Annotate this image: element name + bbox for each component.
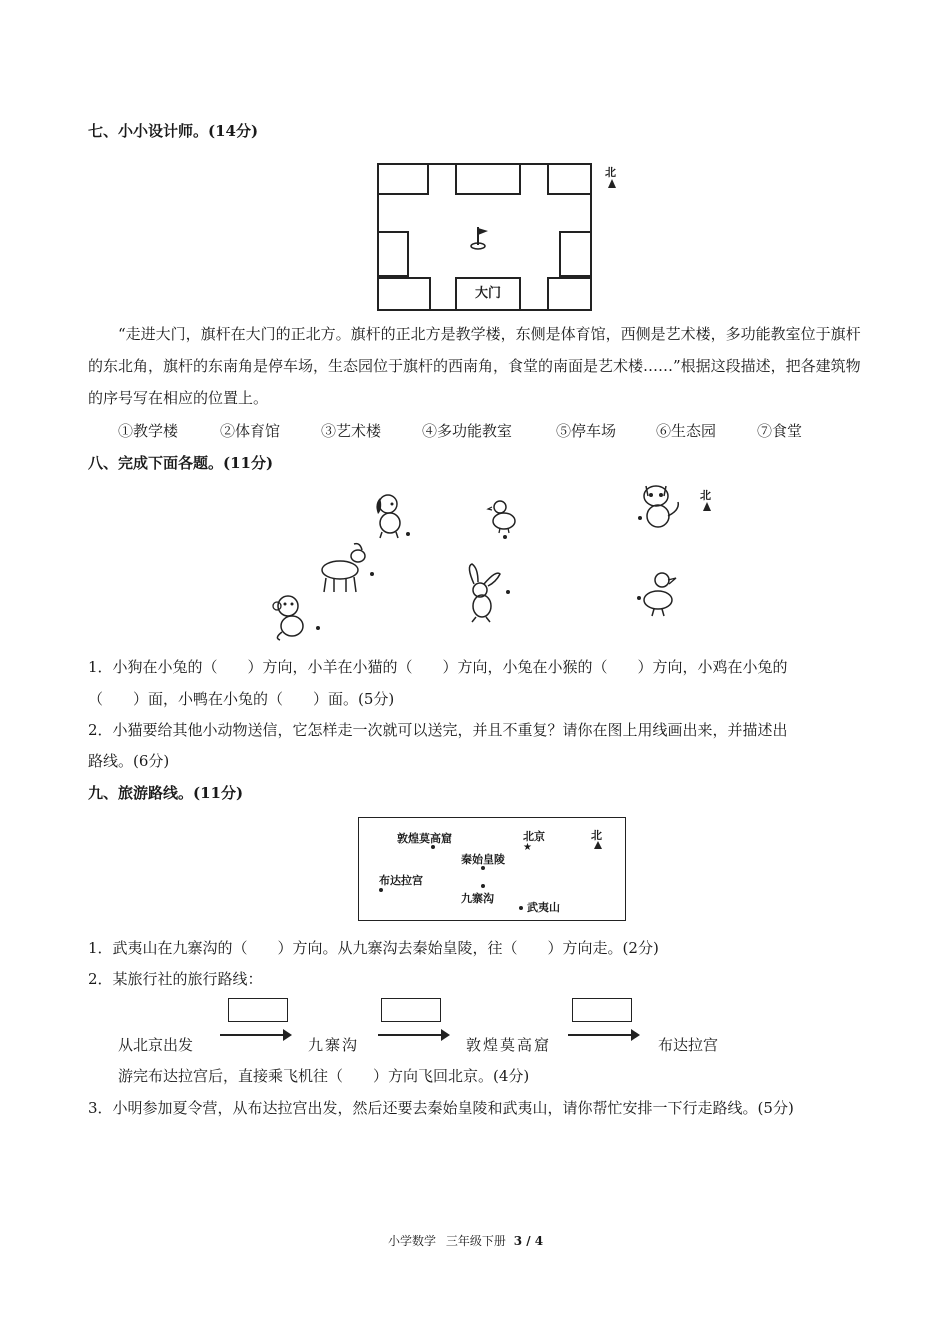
q9-2-intro: 2．某旅行社的旅行路线：: [88, 970, 263, 988]
dog-icon: [368, 490, 416, 542]
china-map: [358, 817, 626, 921]
q9-3: 3．小明参加夏令营，从布达拉宫出发，然后还要去秦始皇陵和武夷山，请你帮忙安排一下行走路线。(5分): [88, 1099, 794, 1117]
dot-wuyishan: [519, 906, 523, 910]
q8-1-line1: 1．小狗在小兔的（ ）方向，小羊在小猫的（ ）方向，小兔在小猴的（ ）方向，小鸡在小兔的: [88, 658, 788, 676]
cat-icon: [634, 480, 688, 532]
dot-jiuzhaigou: [481, 884, 485, 888]
route-answer-box-2[interactable]: [381, 998, 441, 1022]
page-footer: [388, 1232, 543, 1249]
route-answer-box-1[interactable]: [228, 998, 288, 1022]
dot-qinshihuang: [481, 866, 485, 870]
rabbit-icon: [460, 562, 516, 626]
building-option-4: ④多功能教室: [422, 422, 513, 440]
place-map-north: 北: [591, 829, 602, 842]
building-option-3: ③艺术楼: [321, 422, 382, 440]
section7-paragraph: “走进大门，旗杆在大门的正北方。旗杆的正北方是教学楼，东侧是体育馆，西侧是艺术楼，多功能教室位于旗杆的东北角，旗杆的东南角是停车场，生态园位于旗杆的西南角，食堂的南面是艺术楼……”根据这段描述，把各建筑物的序号写在相应的位置上。: [88, 325, 861, 407]
q9-2-tail: 游完布达拉宫后，直接乘飞机往（ ）方向飞回北京。(4分): [118, 1067, 530, 1085]
plot-northwest: [377, 163, 429, 195]
building-option-1: ①教学楼: [118, 422, 179, 440]
plot-northeast: [547, 163, 592, 195]
route-answer-box-3[interactable]: [572, 998, 632, 1022]
duck-icon: [634, 568, 686, 620]
building-option-7: ⑦食堂: [757, 422, 803, 440]
footer-subject: 小学数学: [388, 1234, 437, 1248]
building-option-2: ②体育馆: [220, 422, 281, 440]
animal-north-arrow-icon: [703, 502, 711, 511]
flagpole-icon: [470, 225, 494, 251]
campus-map: [377, 163, 592, 311]
animal-north-label: 北: [700, 489, 711, 502]
plot-north: [455, 163, 521, 195]
building-option-5: ⑤停车场: [556, 422, 617, 440]
place-beijing: 北京: [523, 830, 545, 843]
place-potala: 布达拉宫: [379, 874, 423, 887]
goat-icon: [314, 540, 378, 596]
dot-potala: [379, 888, 383, 892]
route-stop-2: 敦煌莫高窟: [466, 1036, 552, 1054]
dot-dunhuang: [431, 845, 435, 849]
q9-1: 1．武夷山在九寨沟的（ ）方向。从九寨沟去秦始皇陵，往（ ）方向走。(2分): [88, 939, 659, 957]
place-jiuzhaigou: 九寨沟: [461, 892, 494, 905]
route-stop-3: 布达拉宫: [658, 1036, 719, 1054]
section7-heading: 七、小小设计师。(14分): [88, 122, 259, 140]
section9-heading: 九、旅游路线。(11分): [88, 784, 244, 802]
route-arrow-3: [568, 1034, 638, 1036]
monkey-icon: [270, 592, 326, 642]
plot-southeast: [547, 277, 592, 311]
place-dunhuang: 敦煌莫高窟: [397, 832, 452, 845]
section8-heading: 八、完成下面各题。(11分): [88, 454, 274, 472]
gate-label: 大门: [455, 277, 521, 311]
footer-grade: 三年级下册: [445, 1234, 506, 1248]
star-beijing-icon: ★: [523, 842, 532, 853]
route-arrow-2: [378, 1034, 448, 1036]
place-wuyishan: 武夷山: [527, 901, 560, 914]
north-arrow-icon: [608, 179, 616, 188]
map-north-label: 北: [605, 166, 616, 179]
q8-2-line1: 2．小猫要给其他小动物送信，它怎样走一次就可以送完，并且不重复？请你在图上用线画出来，并描述出: [88, 721, 788, 739]
plot-west: [377, 231, 409, 277]
q8-1-line2: （ ）面，小鸭在小兔的（ ）面。(5分): [88, 690, 395, 708]
footer-page-number: 3 / 4: [513, 1234, 544, 1248]
map-north-arrow-icon: [594, 841, 602, 849]
place-qinshihuang: 秦始皇陵: [461, 853, 505, 866]
chick-icon: [486, 497, 522, 541]
building-option-6: ⑥生态园: [656, 422, 717, 440]
plot-southwest: [377, 277, 431, 311]
route-stop-1: 九寨沟: [308, 1036, 360, 1054]
route-arrow-1: [220, 1034, 290, 1036]
q8-2-line2: 路线。(6分): [88, 752, 170, 770]
route-start: 从北京出发: [118, 1036, 194, 1054]
plot-east: [559, 231, 592, 277]
